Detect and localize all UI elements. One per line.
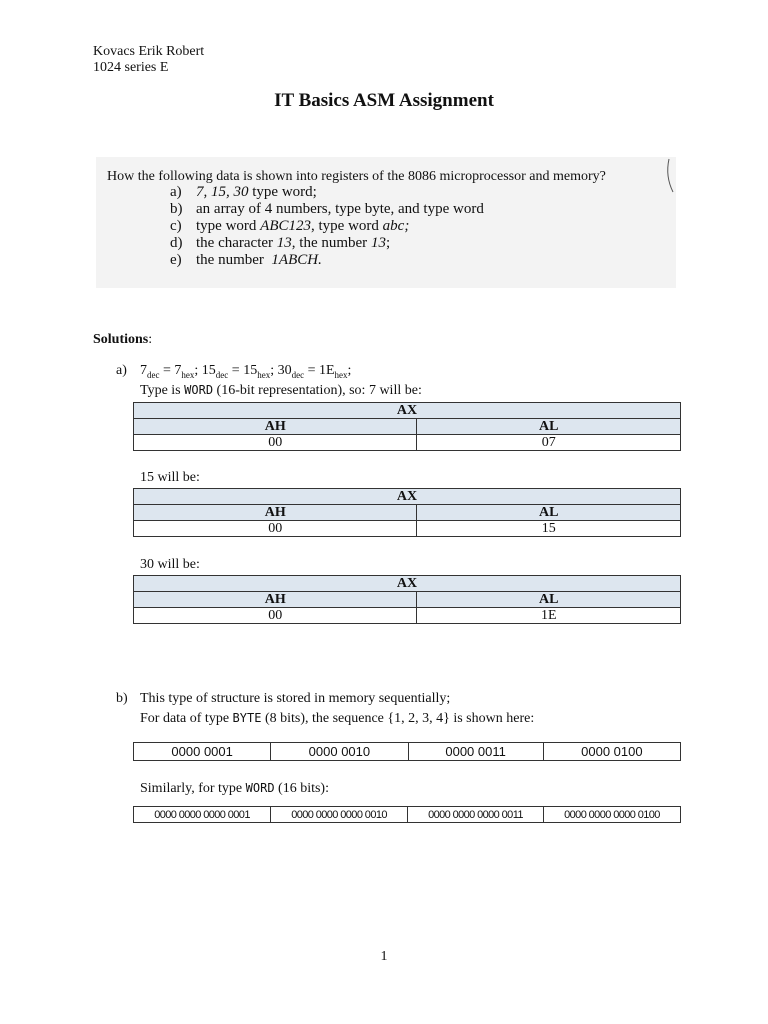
solutions-heading: Solutions:: [93, 332, 153, 347]
high-byte-value: 00: [134, 608, 417, 624]
low-byte-value: 15: [417, 521, 681, 537]
question-item-text: type word;: [248, 184, 317, 200]
question-item-label: c): [170, 218, 182, 234]
byte-cell: 0000 0100: [543, 743, 680, 761]
register-table-30: [133, 575, 681, 624]
conversion-part: dec: [215, 369, 229, 380]
conversion-part: = 7: [159, 363, 182, 378]
part-b-label: b): [116, 691, 128, 706]
question-item-label: d): [170, 235, 183, 251]
caption-15: 15 will be:: [140, 470, 200, 485]
type-word-line: Type is WORD (16-bit representation), so: 7 will be:: [140, 383, 422, 398]
conversion-line: [140, 362, 351, 384]
register-name: AX: [134, 576, 681, 592]
word-cell: 0000 0000 0000 0100: [543, 807, 680, 823]
conversion-part: ;: [270, 363, 278, 378]
part-b-line2: For data of type BYTE (8 bits), the sequence {1, 2, 3, 4} is shown here:: [140, 711, 535, 726]
word-cell: 0000 0000 0000 0010: [271, 807, 408, 823]
group-name: 1024 series E: [93, 60, 169, 75]
byte-cell: 0000 0010: [271, 743, 408, 761]
question-item-text: , the number: [291, 235, 371, 251]
conversion-part: dec: [291, 369, 305, 380]
register-table: [133, 402, 681, 451]
conversion-part: hex: [257, 369, 271, 380]
question-item-text: 1ABCH.: [271, 252, 322, 268]
register-table-15: [133, 488, 681, 537]
byte-cell: 0000 0001: [134, 743, 271, 761]
question-item: [170, 252, 484, 269]
conversion-part: 7: [140, 363, 147, 378]
register-name: AX: [134, 403, 681, 419]
question-item-text: 13: [276, 235, 292, 251]
conversion-part: = 1E: [304, 363, 335, 378]
question-item-text: the character: [196, 235, 277, 251]
question-list: [170, 184, 484, 269]
question-item-text: ABC123: [260, 218, 311, 234]
question-item-text: the number: [196, 252, 272, 268]
word-cell: 0000 0000 0000 0001: [134, 807, 271, 823]
high-byte-value: 00: [134, 435, 417, 451]
page-number: 1: [380, 949, 388, 964]
low-byte-value: 1E: [417, 608, 681, 624]
register-table: [133, 488, 681, 537]
question-item-text: type word: [196, 218, 261, 234]
low-byte-label: AL: [417, 419, 681, 435]
register-table: [133, 575, 681, 624]
question-item: [170, 218, 484, 235]
conversion-part: 15: [201, 363, 216, 378]
word-keyword: WORD: [245, 781, 275, 795]
part-a-label: a): [116, 363, 127, 378]
caption-30: 30 will be:: [140, 557, 200, 572]
question-text: How the following data is shown into registers of the 8086 microprocessor and memory?: [107, 169, 606, 184]
register-table-7: [133, 402, 681, 451]
low-byte-value: 07: [417, 435, 681, 451]
question-item-text: , type word: [311, 218, 383, 234]
conversion-part: hex: [181, 369, 195, 380]
high-byte-value: 00: [134, 521, 417, 537]
question-item: [170, 201, 484, 218]
part-b-line1: This type of structure is stored in memory sequentially;: [140, 691, 451, 706]
conversion-part: hex: [334, 369, 348, 380]
low-byte-label: AL: [417, 505, 681, 521]
conversion-part: dec: [147, 369, 160, 380]
question-item-text: an array of 4 numbers, type byte, and type word: [196, 201, 484, 217]
pen-mark: [664, 158, 676, 194]
byte-keyword: BYTE: [232, 711, 262, 725]
register-name: AX: [134, 489, 681, 505]
type-keyword: WORD: [184, 383, 214, 397]
byte-sequence-table: [133, 742, 681, 761]
question-item-label: a): [170, 184, 182, 200]
question-item-text: abc;: [382, 218, 410, 234]
high-byte-label: AH: [134, 592, 417, 608]
conversion-part: ;: [347, 363, 352, 378]
conversion-part: 30: [277, 363, 292, 378]
word-cell: 0000 0000 0000 0011: [408, 807, 544, 823]
question-item-text: ;: [385, 235, 391, 251]
question-item: [170, 184, 484, 201]
conversion-part: ;: [194, 363, 202, 378]
high-byte-label: AH: [134, 505, 417, 521]
question-item-text: 13: [370, 235, 386, 251]
question-item-text: 7, 15, 30: [196, 184, 249, 200]
question-item-label: e): [170, 252, 182, 268]
part-b-line3: Similarly, for type WORD (16 bits):: [140, 781, 329, 796]
conversion-part: = 15: [228, 363, 258, 378]
byte-cell: 0000 0011: [408, 743, 543, 761]
question-item: [170, 235, 484, 252]
author-name: Kovacs Erik Robert: [93, 44, 205, 59]
low-byte-label: AL: [417, 592, 681, 608]
high-byte-label: AH: [134, 419, 417, 435]
document-title: IT Basics ASM Assignment: [274, 90, 494, 111]
word-sequence-table: [133, 806, 681, 823]
question-item-label: b): [170, 201, 183, 217]
